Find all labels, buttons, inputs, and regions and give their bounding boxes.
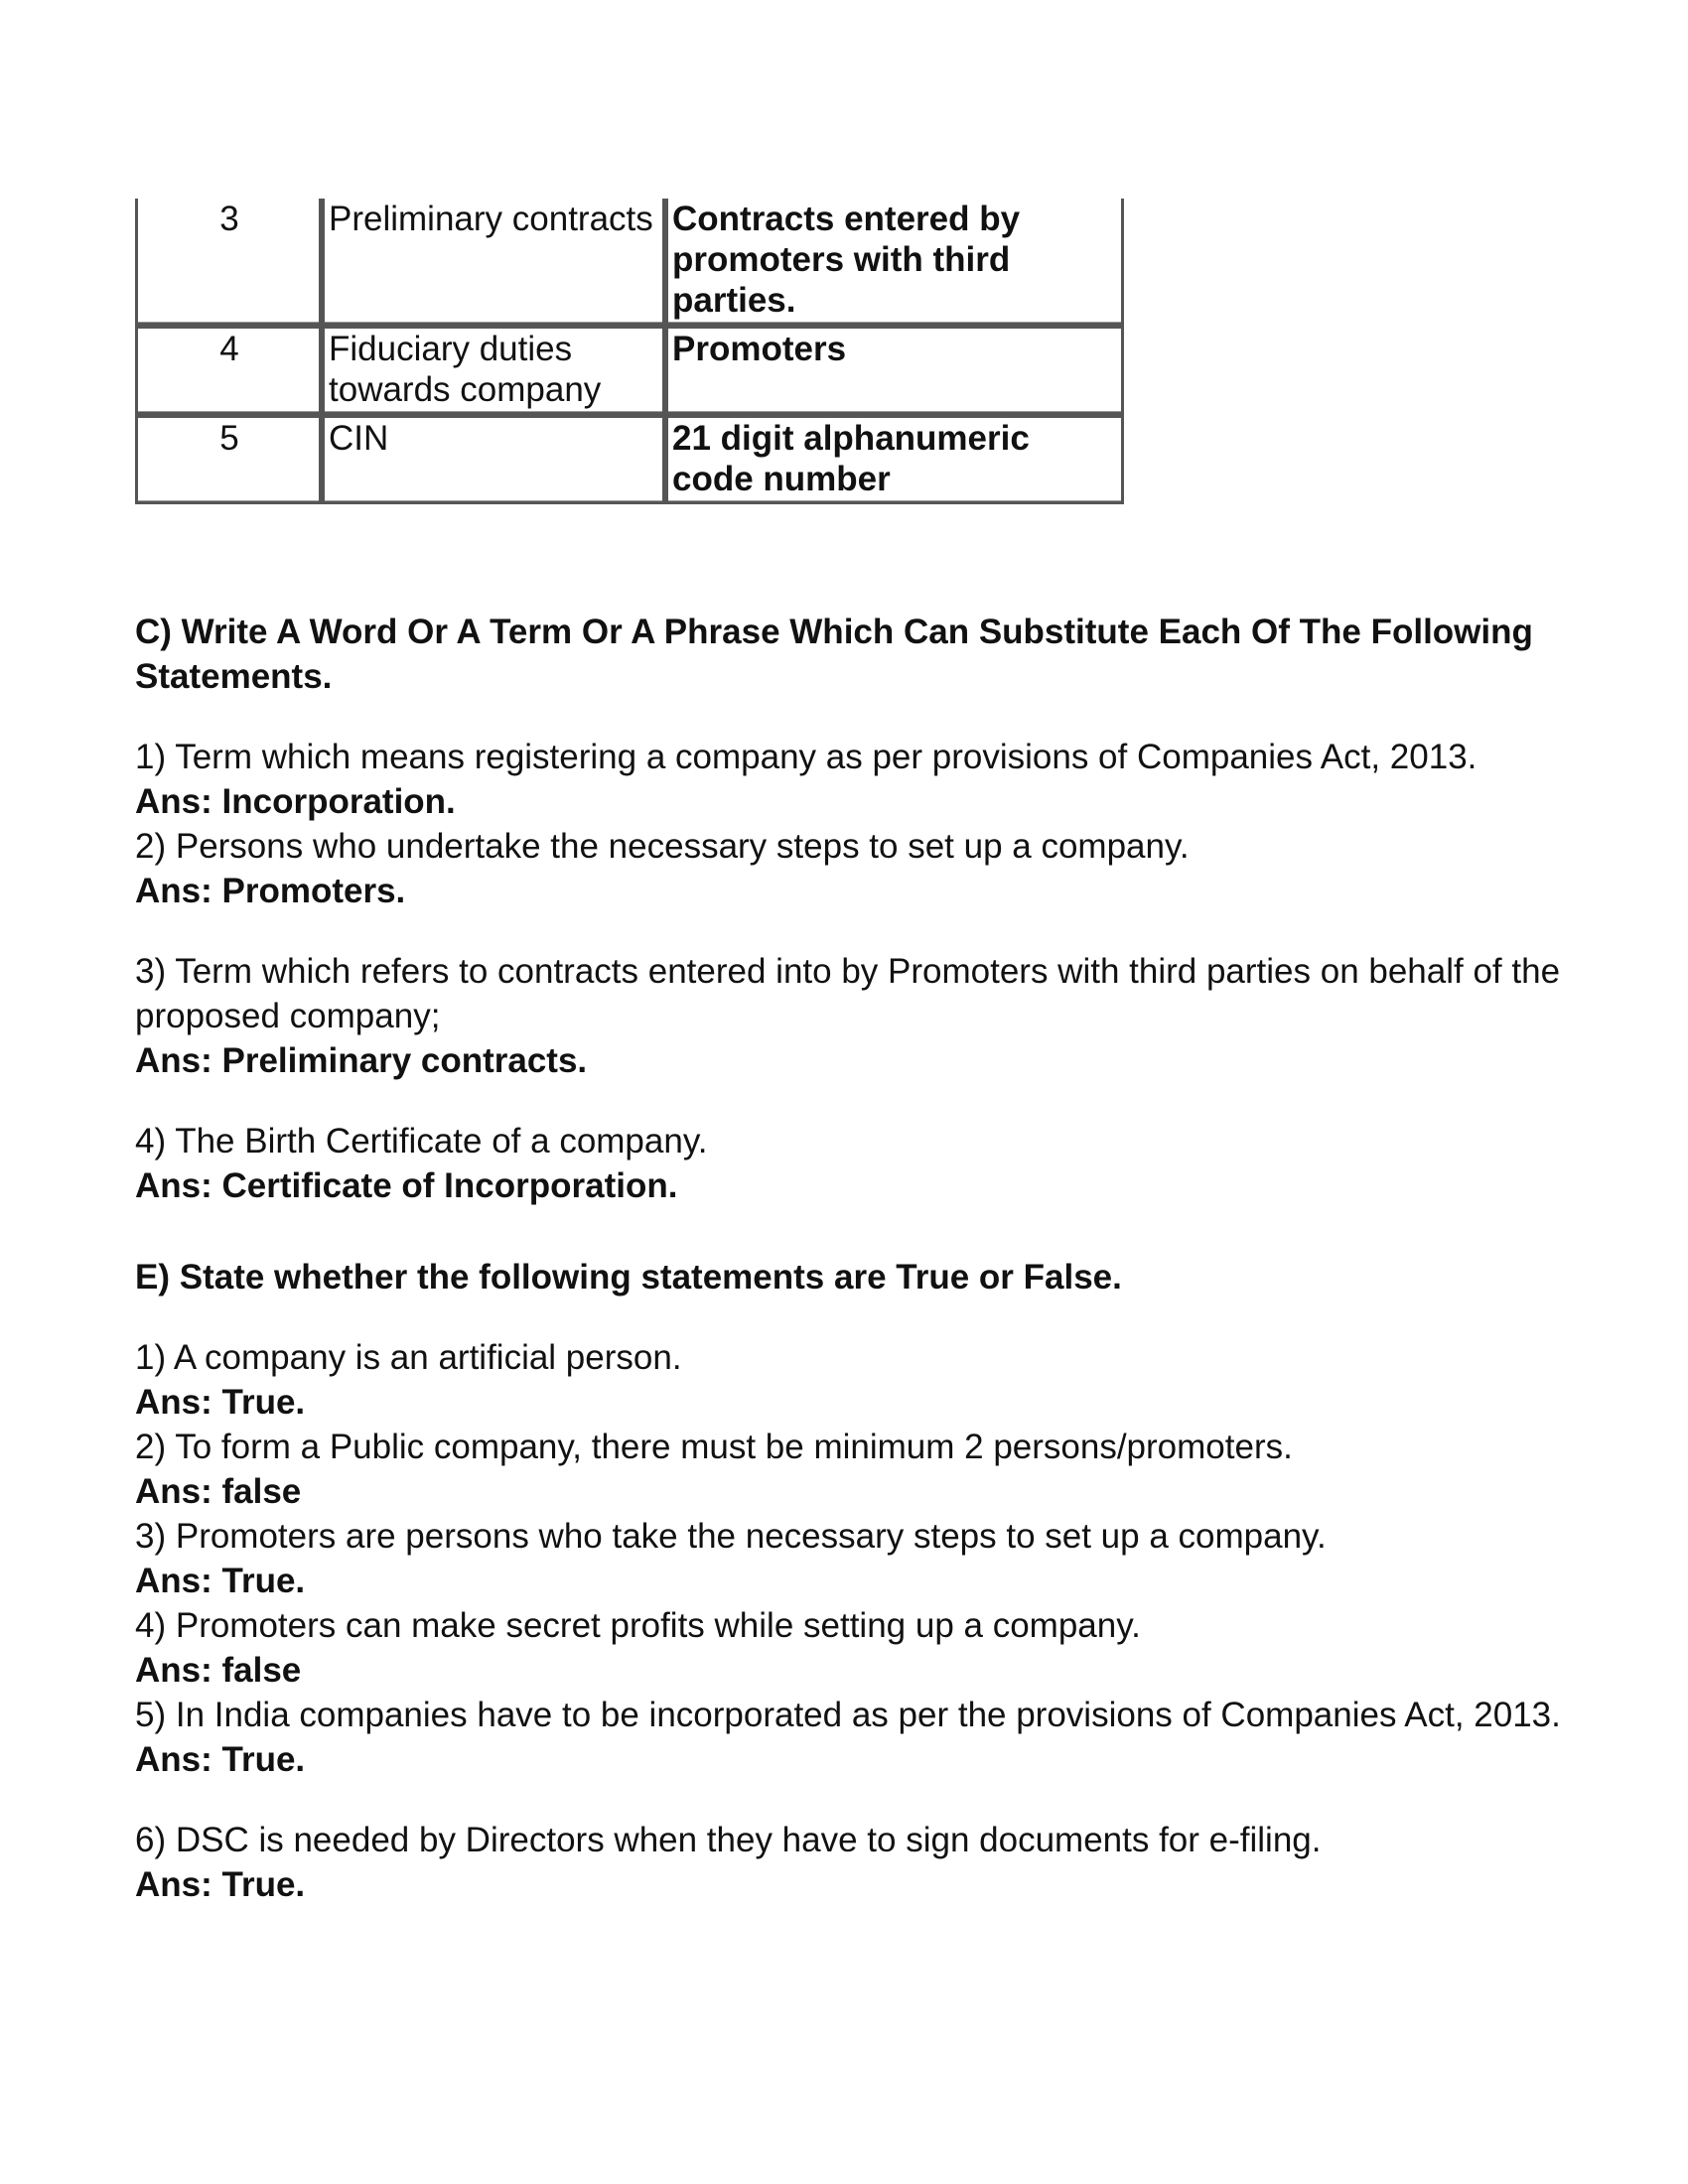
table-row	[135, 326, 1124, 415]
answer-text: Ans: Promoters.	[135, 872, 406, 910]
table-cell-number: 3	[135, 199, 322, 326]
question-text: 2) Persons who undertake the necessary steps to set up a company.	[135, 827, 1190, 866]
answer-text: Ans: True.	[135, 1865, 306, 1904]
match-table-container	[135, 199, 1124, 504]
question-text: 5) In India companies have to be incorporated as per the provisions of Companies Act, 2013.	[135, 1696, 1561, 1734]
table-cell-number: 5	[135, 415, 322, 504]
section-e	[135, 1255, 1565, 1907]
question-text: 1) Term which means registering a company as per provisions of Companies Act, 2013.	[135, 738, 1477, 776]
answer-text: Ans: false	[135, 1651, 302, 1690]
table-cell-answer: Contracts entered by promoters with third parties.	[665, 199, 1124, 326]
question-text: 1) A company is an artificial person.	[135, 1338, 682, 1377]
question-text: 3) Term which refers to contracts entered into by Promoters with third parties on behalf of the proposed company;	[135, 952, 1561, 1035]
answer-text: Ans: True.	[135, 1740, 306, 1779]
table-cell-answer: 21 digit alphanumeric code number	[665, 415, 1124, 504]
question-text: 4) Promoters can make secret profits while setting up a company.	[135, 1606, 1141, 1645]
section-c	[135, 610, 1565, 1208]
answer-text: Ans: false	[135, 1472, 302, 1511]
answer-text: Ans: True.	[135, 1383, 306, 1422]
table-cell-number: 4	[135, 326, 322, 415]
answer-text: Ans: Preliminary contracts.	[135, 1041, 588, 1080]
section-e-heading: E) State whether the following statements are True or False.	[135, 1258, 1122, 1297]
question-text: 6) DSC is needed by Directors when they have to sign documents for e-filing.	[135, 1821, 1322, 1859]
table-cell-term: Fiduciary duties towards company	[322, 326, 665, 415]
question-text: 3) Promoters are persons who take the necessary steps to set up a company.	[135, 1517, 1327, 1556]
table-cell-term: CIN	[322, 415, 665, 504]
table-row	[135, 415, 1124, 504]
answer-text: Ans: Incorporation.	[135, 782, 456, 821]
question-text: 2) To form a Public company, there must be minimum 2 persons/promoters.	[135, 1428, 1293, 1466]
section-c-heading: C) Write A Word Or A Term Or A Phrase Which Can Substitute Each Of The Following Statements.	[135, 613, 1533, 696]
table-cell-term: Preliminary contracts	[322, 199, 665, 326]
answer-text: Ans: True.	[135, 1562, 306, 1600]
question-text: 4) The Birth Certificate of a company.	[135, 1122, 708, 1160]
match-table	[135, 199, 1124, 504]
table-row	[135, 199, 1124, 326]
table-cell-answer: Promoters	[665, 326, 1124, 415]
answer-text: Ans: Certificate of Incorporation.	[135, 1166, 678, 1205]
